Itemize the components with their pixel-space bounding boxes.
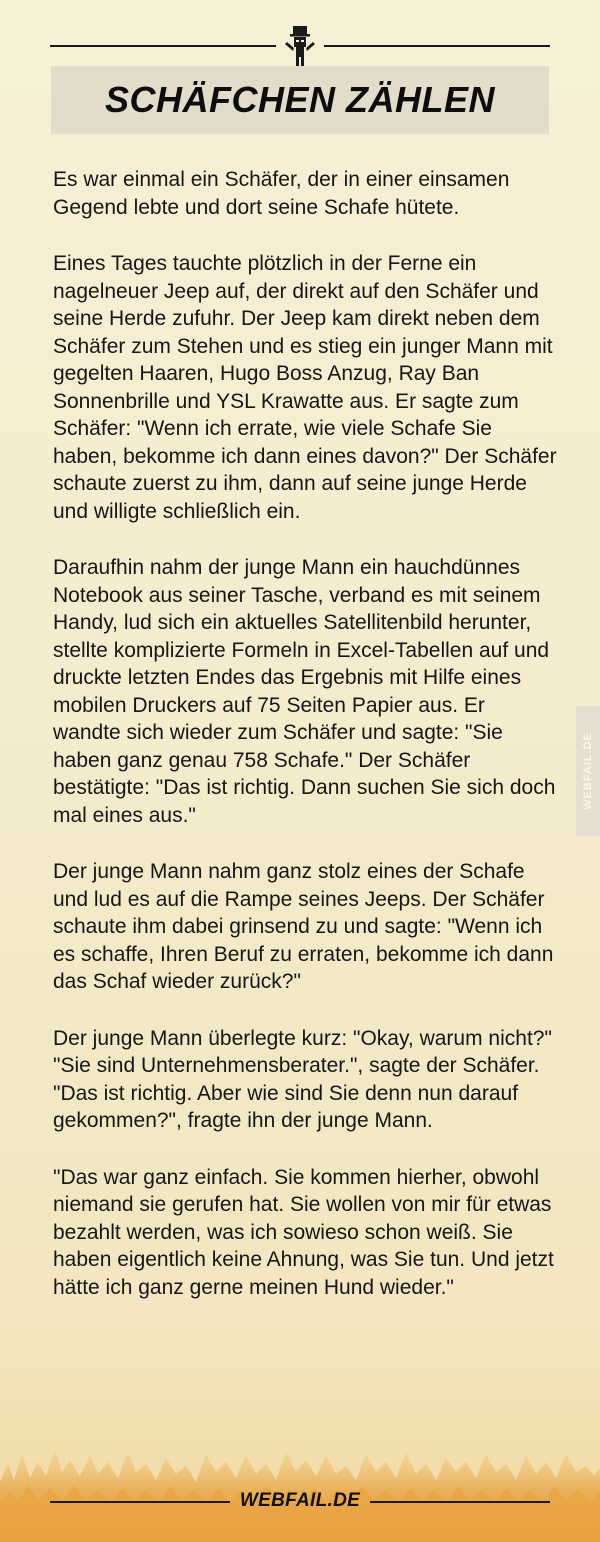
story-paragraph: Es war einmal ein Schäfer, der in einer einsamen Gegend lebte und dort seine Schafe hütete. xyxy=(53,168,510,219)
footer-brand[interactable]: WEBFAIL.DE xyxy=(239,1490,361,1511)
story-paragraph: Der junge Mann nahm ganz stolz eines der Schafe und lud es auf die Rampe seines Jeeps. Der Schäfer schaute ihm dabei grinsend zu und sagte: "Wenn ich es schaffe, Ihren Beruf zu erraten, bekomme ich dann das Schaf wieder zurück?" xyxy=(53,860,554,993)
title-banner xyxy=(51,66,549,134)
footer xyxy=(50,1489,550,1515)
footer-divider-right xyxy=(370,1501,550,1503)
side-watermark-text: WEBFAIL.DE xyxy=(582,732,594,810)
side-watermark xyxy=(576,706,600,836)
story-text xyxy=(53,166,558,1330)
story-paragraph: Eines Tages tauchte plötzlich in der Ferne ein nagelneuer Jeep auf, der direkt auf den Schäfer und seine Herde zufuhr. Der Jeep kam direkt neben dem Schäfer zum Stehen und es stieg ein junger Mann mit gegelten Haaren, Hugo Boss Anzug, Ray Ban Sonnenbrille und YSL Krawatte aus. Er sagte zum Schäfer: "Wenn ich errate, wie viele Schafe Sie haben, bekomme ich dann eines davon?" Der Schäfer schaute zuerst zu ihm, dann auf seine junge Herde und willigte schließlich ein. xyxy=(53,252,557,523)
header-divider-left xyxy=(50,45,276,47)
story-paragraph: Der junge Mann überlegte kurz: "Okay, warum nicht?" "Sie sind Unternehmensberater.", sagte der Schäfer. "Das ist richtig. Aber wie sind Sie denn nun darauf gekommen?", fragte ihn der junge Mann. xyxy=(53,1026,552,1132)
header-divider-right xyxy=(324,45,550,47)
story-paragraph: "Das war ganz einfach. Sie kommen hierher, obwohl niemand sie gerufen hat. Sie wollen von mir für etwas bezahlt werden, was ich sowieso schon weiß. Sie haben eigentlich keine Ahnung, was Sie tun. Und jetzt hätte ich ganz gerne meinen Hund wieder." xyxy=(53,1165,554,1299)
story-paragraph: Daraufhin nahm der junge Mann ein hauchdünnes Notebook aus seiner Tasche, verband es mit seinem Handy, lud sich ein aktuelles Satellitenbild herunter, stellte komplizierte Formeln in Excel-Tabellen auf und druckte letzten Endes das Ergebnis mit Hilfe eines mobilen Druckers auf 75 Seiten Papier aus. Er wandte sich wieder zum Schäfer und sagte: "Sie haben ganz genau 758 Schafe." Der Schäfer bestätigte: "Das ist richtig. Dann suchen Sie sich doch mal eines aus." xyxy=(53,556,556,827)
header-ornament xyxy=(50,24,550,68)
webfail-mascot-icon xyxy=(284,24,316,68)
page-title: SCHÄFCHEN ZÄHLEN xyxy=(105,79,495,120)
